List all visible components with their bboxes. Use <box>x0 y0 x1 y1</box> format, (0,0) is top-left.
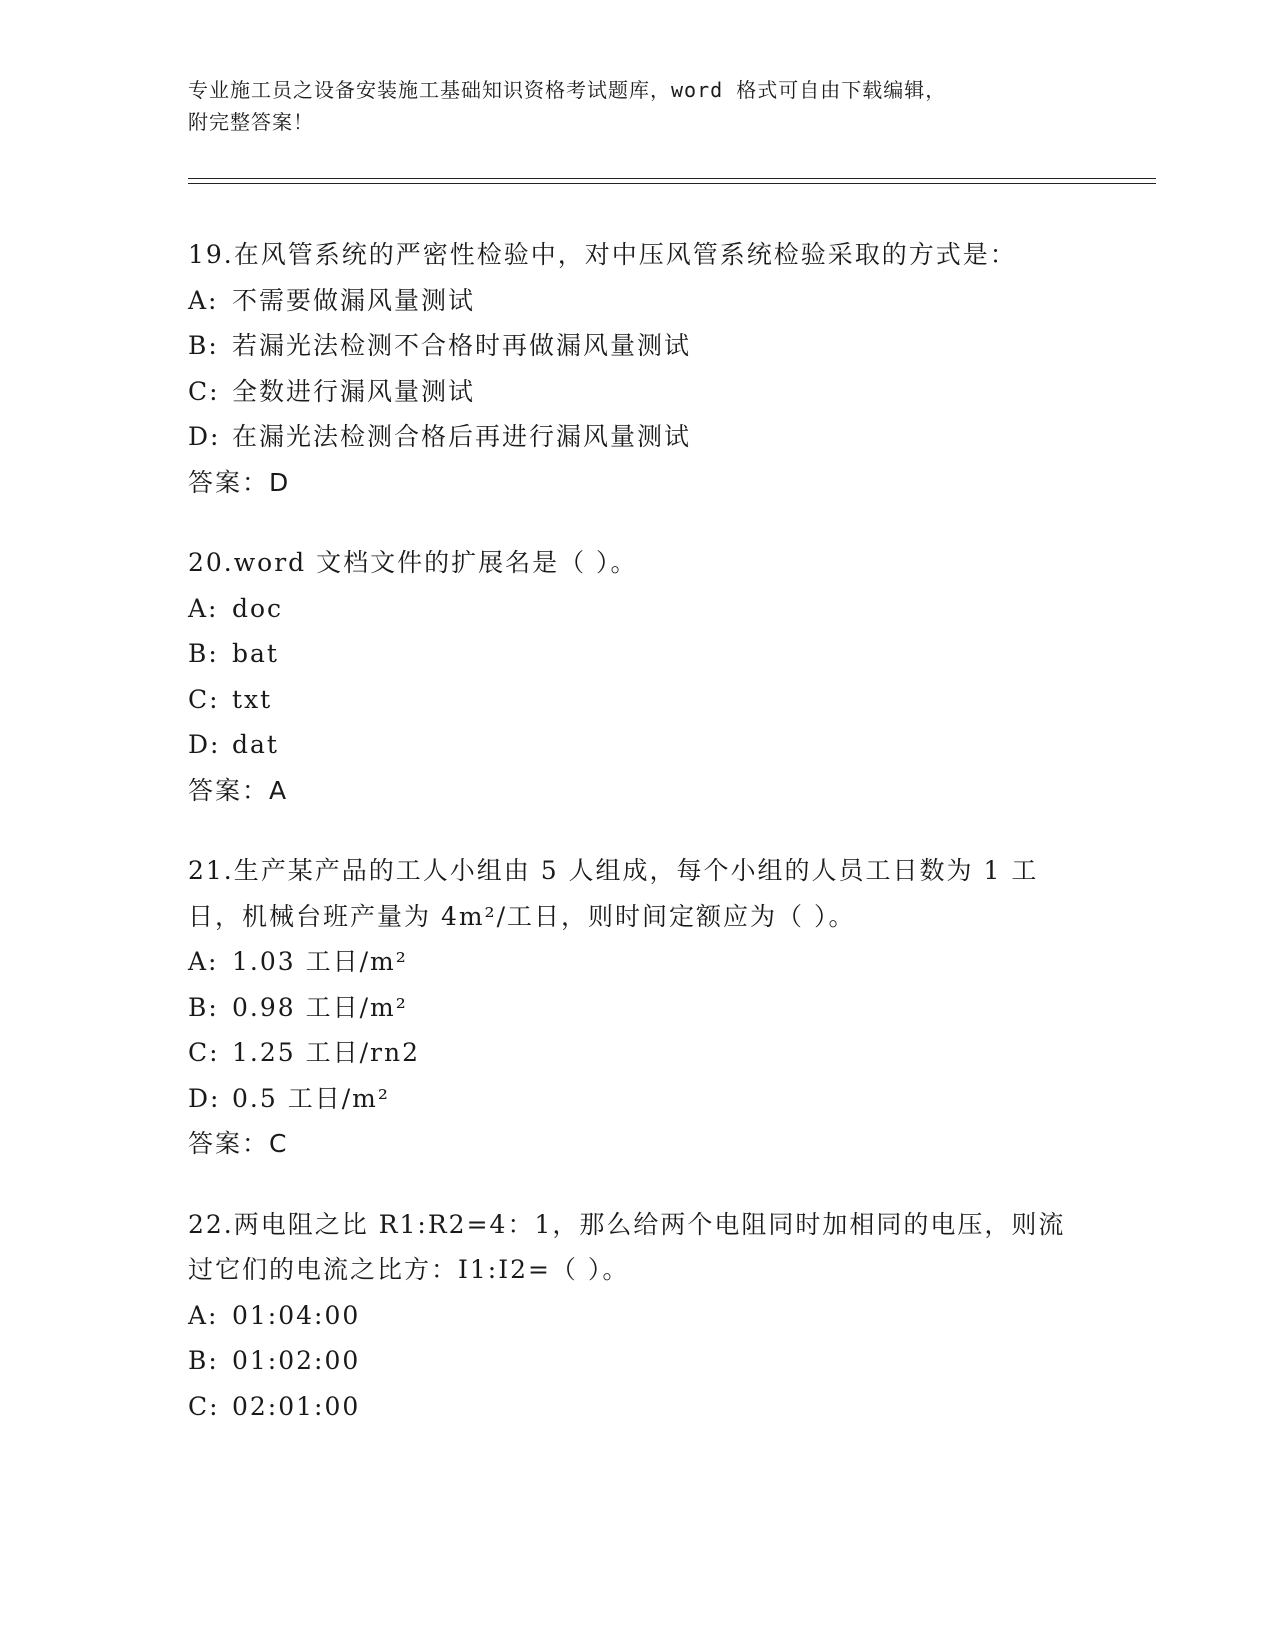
option-key: A: <box>188 285 219 315</box>
option-text: 02:01:00 <box>232 1391 361 1421</box>
question-block <box>188 540 1088 813</box>
option-text: 01:02:00 <box>232 1346 361 1375</box>
document-header <box>188 74 1068 138</box>
answer-option <box>188 1030 1088 1076</box>
header-line-2: 附完整答案！ <box>188 110 314 134</box>
option-key: D: <box>188 422 221 451</box>
option-key: B: <box>188 331 219 360</box>
question-stem: 日，机械台班产量为 4m²/工日，则时间定额应为（ ）。 <box>188 901 856 931</box>
header-divider-top <box>188 178 1156 179</box>
answer-option <box>188 369 1088 415</box>
option-key: C: <box>188 1038 220 1067</box>
question-list <box>188 232 1088 1464</box>
answer-key: 答案：D <box>188 467 291 497</box>
question-stem: 21.生产某产品的工人小组由 5 人组成，每个小组的人员工日数为 1 工 <box>188 856 1039 885</box>
answer-key: 答案：A <box>188 775 289 805</box>
answer-option <box>188 985 1088 1031</box>
question-stem: 过它们的电流之比方：I1:I2=（ ）。 <box>188 1255 630 1284</box>
option-key: C: <box>188 684 220 714</box>
option-key: C: <box>188 376 220 406</box>
option-key: B: <box>188 992 219 1022</box>
answer-option <box>188 278 1088 324</box>
option-key: A: <box>188 593 219 623</box>
option-text: 不需要做漏风量测试 <box>232 285 476 315</box>
option-text: doc <box>232 593 284 623</box>
option-text: 1.03 工日/m² <box>232 947 408 976</box>
option-text: 0.98 工日/m² <box>232 992 408 1022</box>
answer-option <box>188 414 1088 460</box>
question-block <box>188 1202 1088 1430</box>
option-text: bat <box>232 639 279 668</box>
question-stem: 22.两电阻之比 R1:R2=4：1，那么给两个电阻同时加相同的电压，则流 <box>188 1209 1066 1239</box>
option-text: 若漏光法检测不合格时再做漏风量测试 <box>232 331 692 360</box>
question-stem: 19.在风管系统的严密性检验中，对中压风管系统检验采取的方式是： <box>188 240 1017 269</box>
header-line-1: 专业施工员之设备安装施工基础知识资格考试题库，word 格式可自由下载编辑， <box>188 78 947 102</box>
answer-option <box>188 586 1088 632</box>
option-key: A: <box>188 1300 219 1330</box>
option-key: D: <box>188 1083 221 1113</box>
option-text: 在漏光法检测合格后再进行漏风量测试 <box>232 422 692 451</box>
option-key: D: <box>188 730 221 759</box>
header-divider-bottom <box>188 183 1156 184</box>
question-stem: 20.word 文档文件的扩展名是（ ）。 <box>188 548 638 577</box>
option-text: 全数进行漏风量测试 <box>232 376 476 406</box>
option-text: txt <box>232 684 273 714</box>
answer-option <box>188 1384 1088 1430</box>
answer-option <box>188 1293 1088 1339</box>
question-block <box>188 232 1088 505</box>
option-key: B: <box>188 639 219 668</box>
answer-option <box>188 677 1088 723</box>
option-text: dat <box>232 730 279 759</box>
answer-option <box>188 722 1088 768</box>
answer-key: 答案：C <box>188 1129 289 1158</box>
option-key: C: <box>188 1391 220 1421</box>
answer-option <box>188 1338 1088 1384</box>
option-key: A: <box>188 947 219 976</box>
answer-option <box>188 631 1088 677</box>
option-text: 0.5 工日/m² <box>232 1083 390 1113</box>
question-block <box>188 848 1088 1167</box>
option-text: 01:04:00 <box>232 1300 361 1330</box>
answer-option <box>188 939 1088 985</box>
option-key: B: <box>188 1346 219 1375</box>
option-text: 1.25 工日/rn2 <box>232 1038 420 1067</box>
answer-option <box>188 323 1088 369</box>
answer-option <box>188 1076 1088 1122</box>
